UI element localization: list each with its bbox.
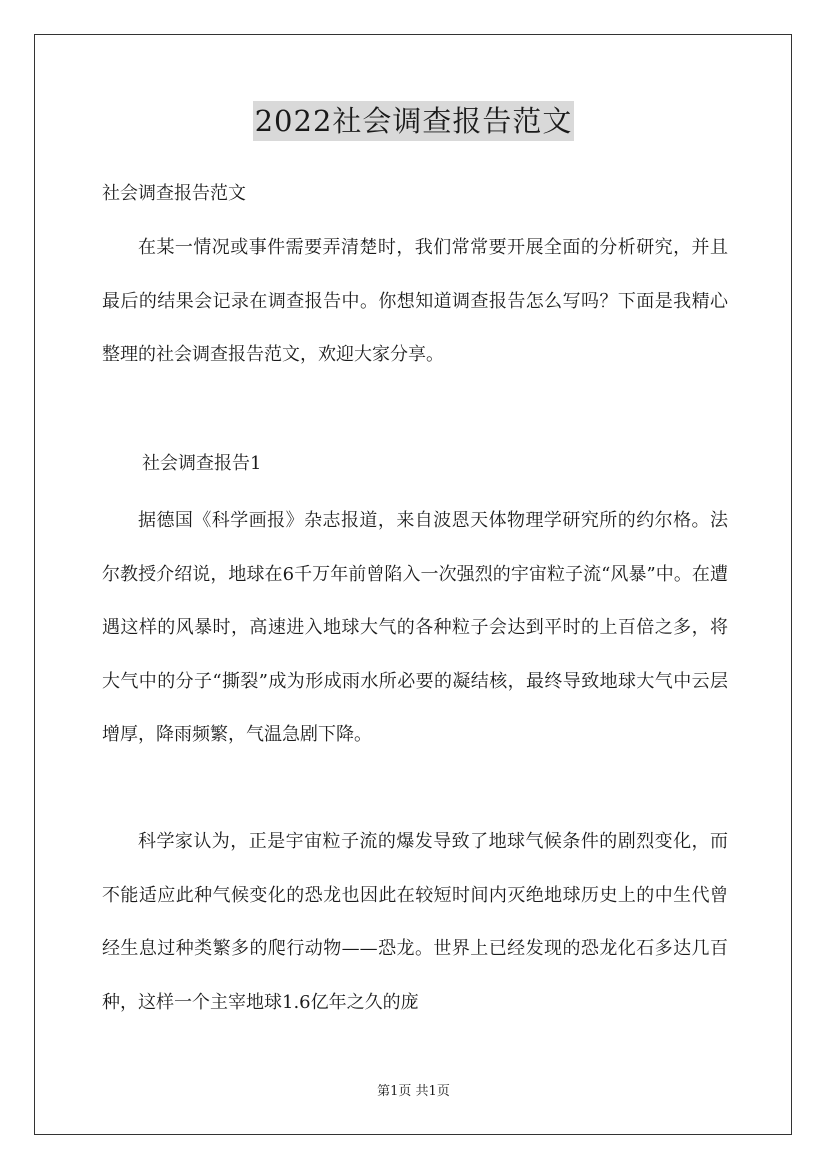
body-paragraph-1: 据德国《科学画报》杂志报道，来自波恩天体物理学研究所的约尔格。法尔教授介绍说，地球在6千万年前曾陷入一次强烈的宇宙粒子流“风暴”中。在遭遇这样的风暴时，高速进入地球大气的各种粒子会达到平时的上百倍之多，将大气中的分子“撕裂”成为形成雨水所必要的凝结核，最终导致地球大气中云层增厚，降雨频繁，气温急剧下降。: [102, 510, 728, 745]
section-heading: 社会调查报告1: [142, 453, 262, 474]
body-paragraph-2: 科学家认为，正是宇宙粒子流的爆发导致了地球气候条件的剧烈变化，而不能适应此种气候变化的恐龙也因此在较短时间内灭绝地球历史上的中生代曾经生息过种类繁多的爬行动物——恐龙。世界上已经发现的恐龙化石多达几百种，这样一个主宰地球1.6亿年之久的庞: [102, 831, 728, 1013]
intro-paragraph: 在某一情况或事件需要弄清楚时，我们常常要开展全面的分析研究，并且最后的结果会记录在调查报告中。你想知道调查报告怎么写吗？下面是我精心整理的社会调查报告范文，欢迎大家分享。: [102, 237, 728, 365]
page-footer: 第1页 共1页: [377, 1084, 450, 1099]
document-subtitle: 社会调查报告范文: [102, 183, 246, 204]
document-title: 2022社会调查报告范文: [253, 101, 575, 141]
title-container: [0, 101, 827, 141]
